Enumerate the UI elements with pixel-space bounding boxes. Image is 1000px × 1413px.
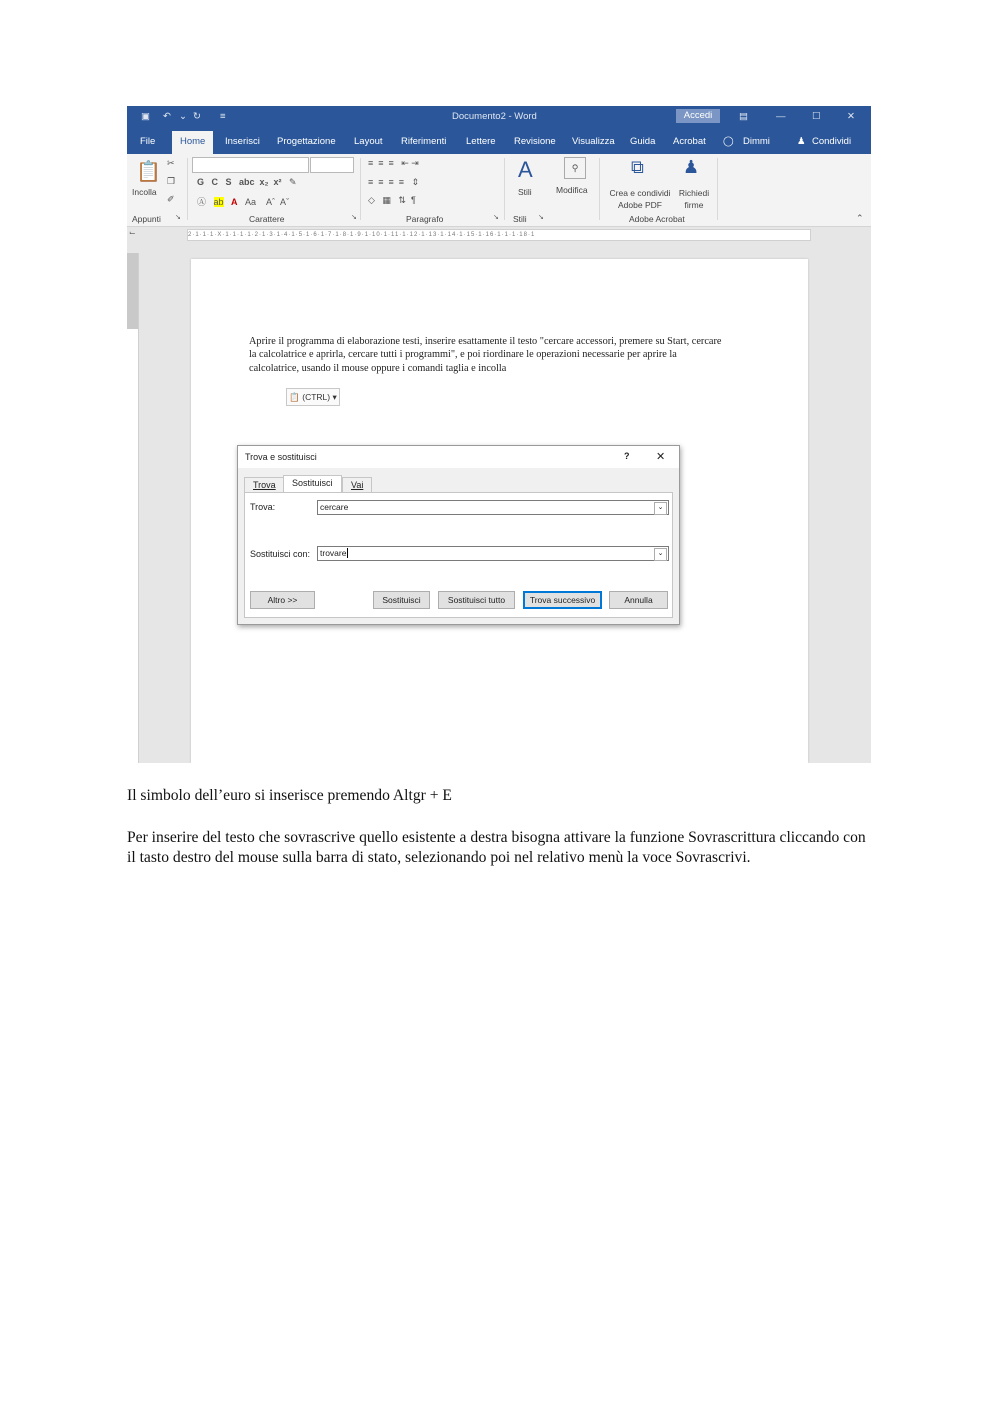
document-text[interactable]: Aprire il programma di elaborazione testi, inserire esattamente il testo "cercare accessori, premere su Start, cercare la calcolatrice e aprirla, cercare tutti i programmi", e poi riordinare le operazioni necessarie per aprire la calcolatrice, usando il mouse oppure i comandi taglia e incolla — [249, 336, 722, 374]
group-separator — [360, 158, 361, 220]
clipboard-launcher-icon[interactable]: ↘ — [175, 214, 181, 221]
find-value: cercare — [320, 502, 349, 512]
tab-acrobat[interactable]: Acrobat — [673, 136, 706, 147]
lightbulb-icon: ◯ — [723, 136, 734, 147]
font-launcher-icon[interactable]: ↘ — [351, 214, 357, 221]
maximize-icon[interactable]: ☐ — [812, 111, 821, 122]
paste-icon[interactable]: 📋 — [136, 161, 161, 183]
find-dropdown-icon[interactable]: ⌄ — [654, 502, 667, 515]
group-separator — [599, 158, 600, 220]
create-pdf-label[interactable]: Crea e condividi Adobe PDF — [609, 188, 671, 210]
tell-me-search[interactable]: Dimmi — [743, 136, 770, 147]
tab-riferimenti[interactable]: Riferimenti — [401, 136, 447, 147]
replace-dropdown-icon[interactable]: ⌄ — [654, 548, 667, 561]
dialog-title-bar — [238, 446, 679, 468]
overwrite-paragraph: Per inserire del testo che sovrascrive quello esistente a destra bisogna attivare la funzione Sovrascrittura cliccando con il tasto destro del mouse sulla barra di stato, selezionando poi nel relativo menù la voce Sovrascrivi. — [127, 829, 866, 866]
tab-vai[interactable]: Vai — [342, 477, 372, 493]
collapse-ribbon-icon[interactable]: ⌃ — [856, 213, 864, 223]
redo-icon[interactable]: ↻ — [193, 111, 201, 122]
find-label: Trova: — [250, 502, 276, 512]
list-icons[interactable]: ≡ ≡ ≡ ⇤ ⇥ — [368, 158, 419, 168]
tab-revisione[interactable]: Revisione — [514, 136, 556, 147]
tab-trova[interactable]: Trova — [244, 477, 285, 493]
styles-icon[interactable]: A — [518, 157, 533, 182]
ribbon — [127, 154, 871, 227]
ruler-scale: 2·1·1·1·X·1·1·1·1·2·1·3·1·4·1·5·1·6·1·7·1·8·1·9·1·10·1·11·1·12·1·13·1·14·1·15·1·16·1·1·1·18·1 — [187, 229, 811, 241]
copy-icon[interactable]: ❐ — [167, 176, 176, 186]
font-group-label: Carattere — [249, 214, 285, 224]
tab-lettere[interactable]: Lettere — [466, 136, 496, 147]
styles-button-label[interactable]: Stili — [518, 187, 532, 197]
request-signature-icon[interactable]: ♟ — [683, 157, 700, 177]
find-next-button[interactable]: Trova successivo — [523, 591, 602, 609]
sign-in-button[interactable]: Accedi — [676, 109, 720, 123]
paste-options-label: (CTRL) — [302, 392, 331, 402]
tab-visualizza[interactable]: Visualizza — [572, 136, 615, 147]
tab-guida[interactable]: Guida — [630, 136, 656, 147]
replace-label: Sostituisci con: — [250, 549, 311, 559]
more-button[interactable]: Altro >> — [250, 591, 315, 609]
vertical-ruler[interactable] — [127, 253, 139, 763]
euro-paragraph: Il simbolo dell’euro si inserisce premendo Altgr + E — [127, 787, 452, 804]
person-icon: ♟ — [797, 136, 806, 147]
ribbon-display-icon[interactable]: ▤ — [739, 111, 748, 122]
editing-button-label[interactable]: Modifica — [556, 185, 588, 195]
styles-launcher-icon[interactable]: ↘ — [538, 214, 544, 221]
tab-selector-icon[interactable]: ⌙ — [129, 228, 136, 237]
find-replace-dialog — [237, 445, 680, 625]
help-icon[interactable]: ? — [624, 451, 630, 461]
minimize-icon[interactable]: — — [776, 111, 786, 122]
create-pdf-icon[interactable]: ⧉ — [631, 157, 644, 177]
dialog-title: Trova e sostituisci — [245, 452, 317, 462]
window-title: Documento2 - Word — [452, 111, 537, 122]
title-bar — [127, 106, 871, 128]
horizontal-ruler[interactable] — [127, 227, 871, 241]
font-format-icons[interactable]: G C S abc x₂ x² ✎ — [197, 177, 297, 187]
clipboard-group-label: Appunti — [132, 214, 161, 224]
font-size-combo[interactable] — [310, 157, 354, 173]
paste-options-button[interactable]: 📋 (CTRL) ▾ — [286, 388, 340, 406]
replace-input[interactable] — [317, 546, 669, 561]
font-name-combo[interactable] — [192, 157, 309, 173]
cut-icon[interactable]: ✂ — [167, 158, 175, 168]
format-painter-icon[interactable]: ✐ — [167, 194, 175, 204]
cancel-button[interactable]: Annulla — [609, 591, 668, 609]
ruler-margin — [127, 253, 138, 329]
align-icons[interactable]: ≡ ≡ ≡ ≡ ⇕ — [368, 177, 420, 187]
magnifier-icon[interactable]: ⚲ — [564, 157, 586, 179]
styles-group-label: Stili — [513, 214, 527, 224]
paste-label[interactable]: Incolla — [132, 187, 157, 197]
font-color-icons[interactable]: Ⓐ ab A Aa Aˆ Aˇ — [197, 197, 290, 207]
close-icon[interactable]: ✕ — [847, 111, 855, 122]
ribbon-tabs — [127, 128, 871, 154]
undo-dropdown-icon[interactable]: ⌄ — [179, 111, 187, 122]
group-separator — [504, 158, 505, 220]
word-screenshot — [127, 106, 871, 763]
dialog-close-icon[interactable]: ✕ — [656, 451, 666, 463]
acrobat-group-label: Adobe Acrobat — [629, 214, 685, 224]
replace-all-button[interactable]: Sostituisci tutto — [438, 591, 515, 609]
clipboard-icon: 📋 — [289, 392, 300, 402]
shading-border-icons[interactable]: ◇ ▦ ⇅ ¶ — [368, 195, 416, 205]
customize-toolbar-icon[interactable]: ≡ — [220, 111, 226, 122]
request-signature-label[interactable]: Richiedi firme — [678, 188, 710, 210]
text-cursor — [347, 548, 348, 558]
tab-home[interactable]: Home — [172, 131, 213, 154]
group-separator — [717, 158, 718, 220]
share-button[interactable]: Condividi — [812, 136, 852, 147]
find-input[interactable] — [317, 500, 669, 515]
replace-button[interactable]: Sostituisci — [373, 591, 430, 609]
paragraph-launcher-icon[interactable]: ↘ — [493, 214, 499, 221]
paragraph-group-label: Paragrafo — [406, 214, 444, 224]
tab-file[interactable]: File — [140, 136, 156, 147]
tab-inserisci[interactable]: Inserisci — [225, 136, 260, 147]
tab-sostituisci[interactable]: Sostituisci — [283, 475, 342, 494]
tab-layout[interactable]: Layout — [354, 136, 383, 147]
tab-progettazione[interactable]: Progettazione — [277, 136, 336, 147]
undo-icon[interactable]: ↶ — [163, 111, 171, 122]
save-icon[interactable]: ▣ — [141, 111, 150, 122]
replace-value: trovare — [320, 548, 347, 558]
group-separator — [187, 158, 188, 220]
